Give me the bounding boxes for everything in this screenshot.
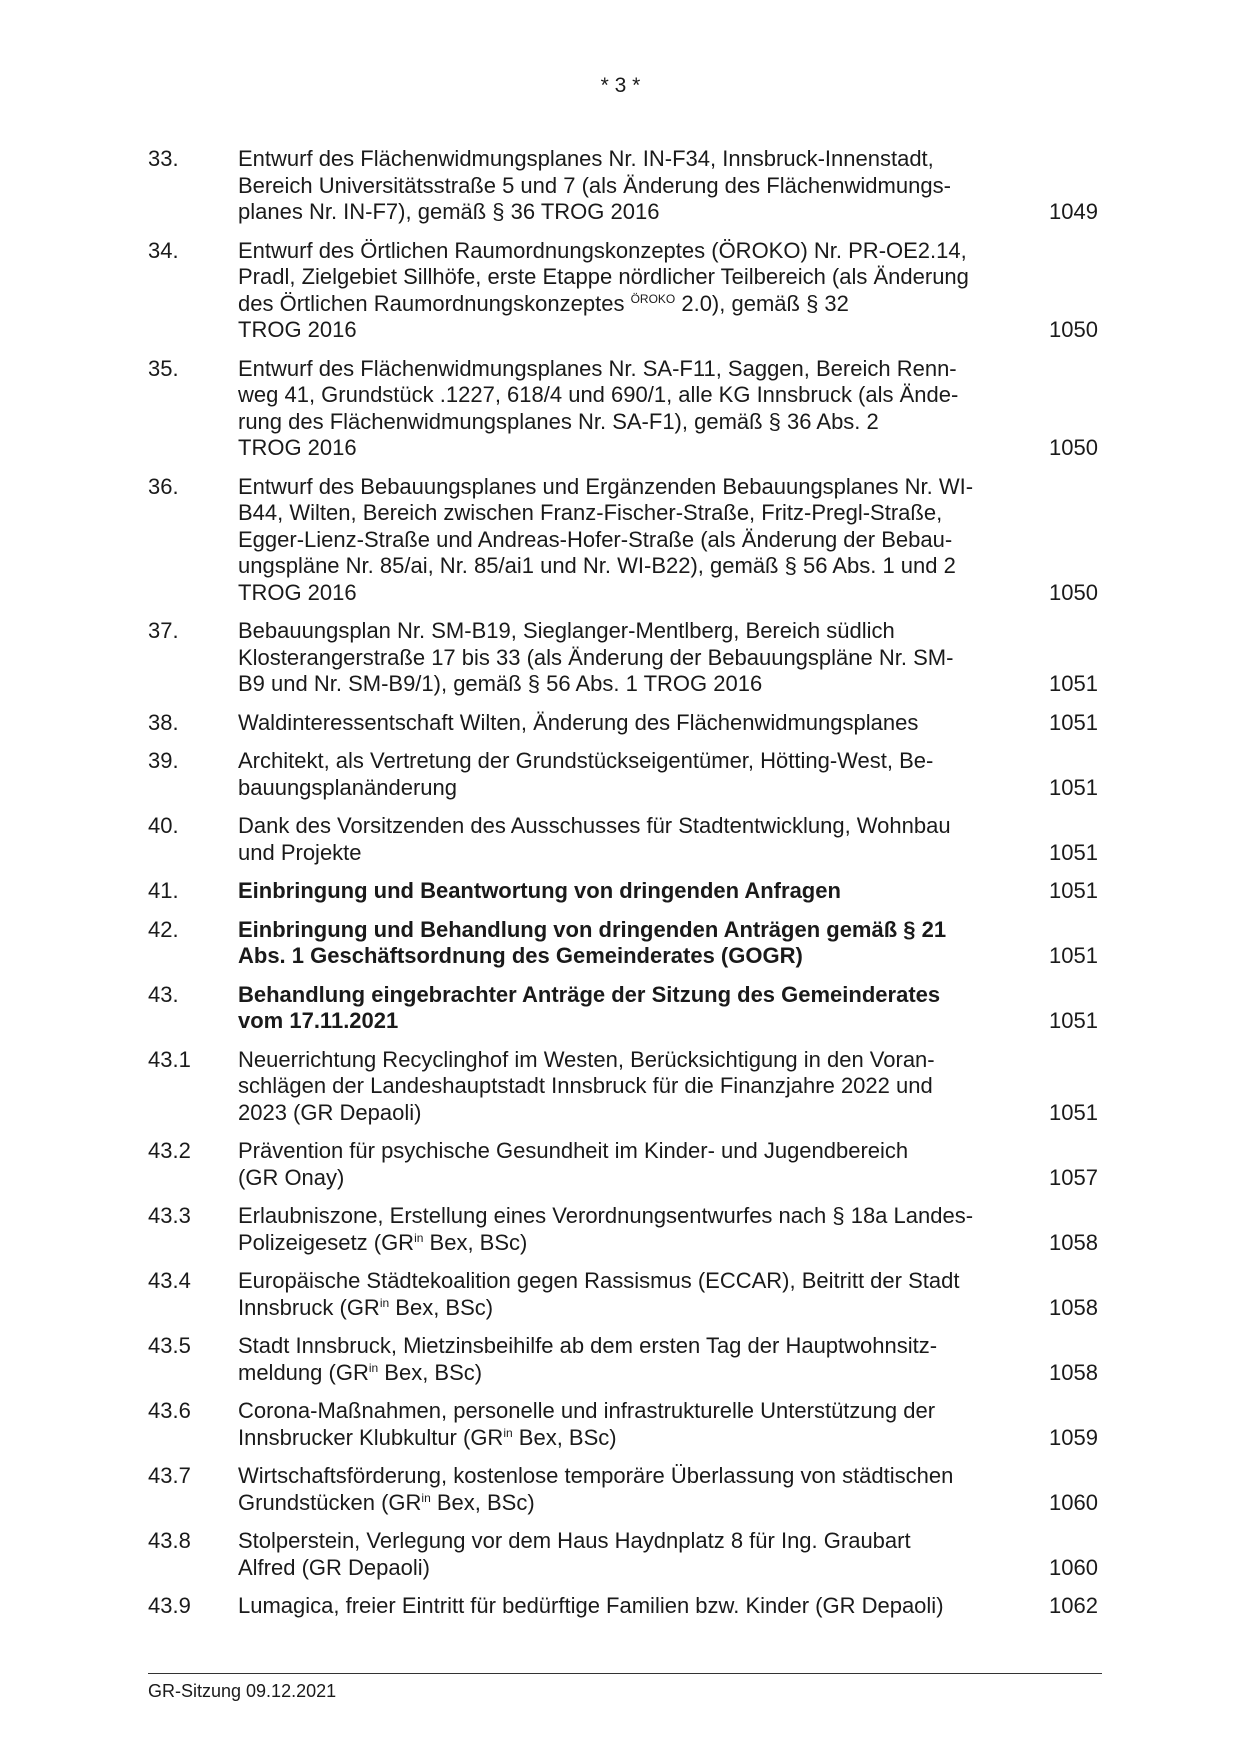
toc-entry-title [238, 878, 1008, 905]
toc-entry-title-line: Stolperstein, Verlegung vor dem Haus Haydnplatz 8 für Ing. Graubart [238, 1528, 911, 1553]
toc-entry-page: 1058 [1049, 1229, 1098, 1255]
toc-entry [148, 1047, 1102, 1127]
toc-entry-title-line: Entwurf des Bebauungsplanes und Ergänzenden Bebauungsplanes Nr. WI- [238, 473, 974, 499]
toc-entry-title-line: TROG 2016 [238, 317, 357, 342]
toc-entry-number: 35. [148, 355, 179, 381]
toc-entry-number: 43.8 [148, 1528, 191, 1553]
toc-entry-title [238, 1203, 1008, 1256]
toc-entry [148, 1203, 1102, 1256]
page-number: * 3 * [600, 74, 641, 97]
toc-entry-title-line: Polizeigesetz ($GR^{in}$ Bex, BSc) [238, 1229, 528, 1255]
toc-entry-page: 1057 [1049, 1164, 1098, 1190]
toc-entry-title [238, 1398, 1008, 1451]
toc-entry-page: 1060 [1049, 1554, 1098, 1580]
toc-entry-title-line: schlägen der Landeshauptstadt Innsbruck für die Finanzjahre 2022 und [238, 1073, 933, 1098]
toc-entry-title-line: und Projekte [238, 839, 362, 865]
toc-entry-page: 1051 [1049, 774, 1098, 800]
toc-entry-number: 43.7 [148, 1463, 191, 1488]
toc-entry-number: 42. [148, 916, 179, 942]
toc-entry-title-line: Entwurf des Örtlichen Raumordnungskonzeptes (ÖROKO) Nr. PR-OE2.14, [238, 237, 967, 263]
toc-entry-title-line: Lumagica, freier Eintritt für bedürftige Familien bzw. Kinder (GR Depaoli) [238, 1593, 944, 1618]
toc-entry-number: 43.2 [148, 1138, 191, 1163]
toc-entry-title-line: planes Nr. IN-F7), gemäß § 36 TROG 2016 [238, 199, 660, 224]
toc-entry-title-line: TROG 2016 [238, 435, 357, 460]
toc-entry-title [238, 710, 1008, 737]
toc-entry-number: 43.5 [148, 1333, 191, 1358]
toc-entry-title-line: Europäische Städtekoalition gegen Rassismus (ECCAR), Beitritt der Stadt [238, 1268, 960, 1293]
toc-entry-title [238, 1138, 1008, 1191]
toc-entry-page: 1050 [1049, 435, 1098, 460]
toc-entry [148, 1138, 1102, 1191]
toc-entry-title-line: Bereich Universitätsstraße 5 und 7 (als Änderung des Flächenwidmungs- [238, 172, 951, 198]
toc-entry-title [238, 618, 1008, 698]
toc-entry-page: 1051 [1049, 878, 1098, 903]
toc-entry-title [238, 474, 1008, 607]
toc-entry-title [238, 1047, 1008, 1127]
toc-entry [148, 356, 1102, 462]
toc-entry [148, 917, 1102, 970]
toc-entry-page: 1049 [1049, 199, 1098, 224]
toc-entry-number: 43.3 [148, 1203, 191, 1228]
toc-entry [148, 618, 1102, 698]
toc-entry-title-line: des Örtlichen Raumordnungskonzeptes $^{ÖROKO}$ 2.0), gemäß § 32 [238, 290, 849, 316]
toc-entry-page: 1050 [1049, 579, 1098, 605]
toc-entry-title-line: Innsbruck ($GR^{in}$ Bex, BSc) [238, 1294, 494, 1320]
toc-entry-page: 1051 [1049, 1008, 1098, 1033]
toc-entry-title-line: Wirtschaftsförderung, kostenlose temporäre Überlassung von städtischen [238, 1463, 954, 1488]
toc-entry-page: 1051 [1049, 1099, 1098, 1125]
toc-entry-page: 1050 [1049, 317, 1098, 342]
toc-entry-page: 1051 [1049, 839, 1098, 865]
toc-entry-title-line: vom 17.11.2021 [238, 1008, 399, 1033]
toc-entry-title-line: meldung ($GR^{in}$ Bex, BSc) [238, 1359, 483, 1385]
toc-entry-title-line: Grundstücken ($GR^{in}$ Bex, BSc) [238, 1489, 535, 1515]
toc-entry-page: 1051 [1049, 709, 1098, 735]
toc-entry-title-line: TROG 2016 [238, 579, 357, 605]
toc-entry-number: 43. [148, 981, 179, 1007]
toc-entry-page: 1058 [1049, 1359, 1098, 1385]
toc-entry-page: 1058 [1049, 1294, 1098, 1320]
toc-entry-page: 1051 [1049, 943, 1098, 968]
toc-entry-title [238, 917, 1008, 970]
toc-entry-title-line: Egger-Lienz-Straße und Andreas-Hofer-Straße (als Änderung der Bebau- [238, 526, 953, 552]
toc-entry [148, 1528, 1102, 1581]
toc-entry-title-line: Einbringung und Behandlung von dringenden Anträgen gemäß § 21 [238, 916, 947, 942]
toc-entry-number: 36. [148, 473, 179, 499]
toc-entry [148, 982, 1102, 1035]
toc-entry-title-line: Innsbrucker Klubkultur ($GR^{in}$ Bex, BSc) [238, 1424, 617, 1450]
toc-entry-number: 33. [148, 146, 179, 171]
toc-entry-title [238, 238, 1008, 344]
footer-text: GR-Sitzung 09.12.2021 [148, 1681, 337, 1701]
toc-entry-title-line: bauungsplanänderung [238, 774, 457, 800]
toc-entry [148, 1333, 1102, 1386]
toc-entry-number: 43.6 [148, 1398, 191, 1423]
toc-entry-title-line: Architekt, als Vertretung der Grundstückseigentümer, Hötting-West, Be- [238, 748, 934, 773]
toc-entry [148, 238, 1102, 344]
toc-entry [148, 748, 1102, 801]
toc-entry [148, 474, 1102, 607]
toc-entry-title [238, 982, 1008, 1035]
toc-entry-title-line: Einbringung und Beantwortung von dringenden Anfragen [238, 878, 841, 903]
toc-entry-title-line: 2023 (GR Depaoli) [238, 1099, 422, 1125]
toc-entry-title [238, 356, 1008, 462]
toc-entry-title [238, 1528, 1008, 1581]
toc-entry-number: 43.1 [148, 1046, 191, 1072]
toc-entry-title-line: Bebauungsplan Nr. SM-B19, Sieglanger-Mentlberg, Bereich südlich [238, 618, 895, 643]
toc-entry-title-line: Waldinteressentschaft Wilten, Änderung des Flächenwidmungsplanes [238, 709, 919, 735]
toc-entry-title-line: rung des Flächenwidmungsplanes Nr. SA-F1), gemäß § 36 Abs. 2 [238, 408, 879, 434]
toc-entry-title-line: Entwurf des Flächenwidmungsplanes Nr. IN-F34, Innsbruck-Innenstadt, [238, 146, 934, 171]
toc-entry [148, 1593, 1102, 1620]
toc-entry-title-line: Alfred (GR Depaoli) [238, 1554, 430, 1580]
toc-entry-title [238, 146, 1008, 226]
toc-entry-number: 43.4 [148, 1268, 191, 1293]
toc-entry-title-line: Neuerrichtung Recyclinghof im Westen, Berücksichtigung in den Voran- [238, 1046, 935, 1072]
toc-entry-page: 1051 [1049, 671, 1098, 696]
toc-entry-title [238, 1268, 1008, 1321]
toc-entry-title-line: Erlaubniszone, Erstellung eines Verordnungsentwurfes nach § 18a Landes- [238, 1203, 974, 1228]
toc-entry-title [238, 1463, 1008, 1516]
toc-entry-page: 1062 [1049, 1593, 1098, 1618]
toc-entry-title-line: B44, Wilten, Bereich zwischen Franz-Fischer-Straße, Fritz-Pregl-Straße, [238, 500, 943, 525]
toc-entry-title-line: weg 41, Grundstück .1227, 618/4 und 690/1, alle KG Innsbruck (als Ände- [238, 382, 959, 407]
toc-entry-title [238, 1593, 1008, 1620]
toc-entry-number: 40. [148, 813, 179, 838]
toc-entry [148, 1398, 1102, 1451]
toc-entry-number: 39. [148, 748, 179, 773]
toc-entry [148, 146, 1102, 226]
toc-entry [148, 1268, 1102, 1321]
toc-entry [148, 813, 1102, 866]
footer-divider [148, 1673, 1102, 1674]
toc-entry-title-line: Behandlung eingebrachter Anträge der Sitzung des Gemeinderates [238, 981, 941, 1007]
toc-entry-title [238, 748, 1008, 801]
toc-entry-title-line: Stadt Innsbruck, Mietzinsbeihilfe ab dem ersten Tag der Hauptwohnsitz- [238, 1333, 938, 1358]
toc-entry-page: 1060 [1049, 1489, 1098, 1515]
toc-entry-title-line: B9 und Nr. SM-B9/1), gemäß § 56 Abs. 1 TROG 2016 [238, 671, 763, 696]
toc-entry-title-line: Dank des Vorsitzenden des Ausschusses für Stadtentwicklung, Wohnbau [238, 813, 951, 838]
toc-entry [148, 710, 1102, 737]
toc-entry-title [238, 813, 1008, 866]
toc-entry-title [238, 1333, 1008, 1386]
toc-entry-number: 38. [148, 709, 179, 735]
toc-entry-number: 41. [148, 878, 179, 903]
table-of-contents [148, 146, 1102, 1632]
toc-entry-title-line: Abs. 1 Geschäftsordnung des Gemeinderates (GOGR) [238, 943, 803, 968]
toc-entry-number: 37. [148, 618, 179, 643]
toc-entry-title-line: Klosterangerstraße 17 bis 33 (als Änderung der Bebauungspläne Nr. SM- [238, 644, 954, 670]
toc-entry-title-line: Corona-Maßnahmen, personelle und infrastrukturelle Unterstützung der [238, 1398, 936, 1423]
toc-entry-title-line: ungspläne Nr. 85/ai, Nr. 85/ai1 und Nr. WI-B22), gemäß § 56 Abs. 1 und 2 [238, 553, 956, 578]
toc-entry-page: 1059 [1049, 1424, 1098, 1450]
toc-entry-number: 43.9 [148, 1593, 191, 1618]
toc-entry-title-line: Pradl, Zielgebiet Sillhöfe, erste Etappe nördlicher Teilbereich (als Änderung [238, 264, 969, 289]
toc-entry-title-line: Entwurf des Flächenwidmungsplanes Nr. SA-F11, Saggen, Bereich Renn- [238, 355, 957, 381]
toc-entry-title-line: Prävention für psychische Gesundheit im Kinder- und Jugendbereich [238, 1138, 909, 1163]
toc-entry-number: 34. [148, 237, 179, 263]
toc-entry [148, 1463, 1102, 1516]
toc-entry-title-line: (GR Onay) [238, 1164, 345, 1190]
toc-entry [148, 878, 1102, 905]
